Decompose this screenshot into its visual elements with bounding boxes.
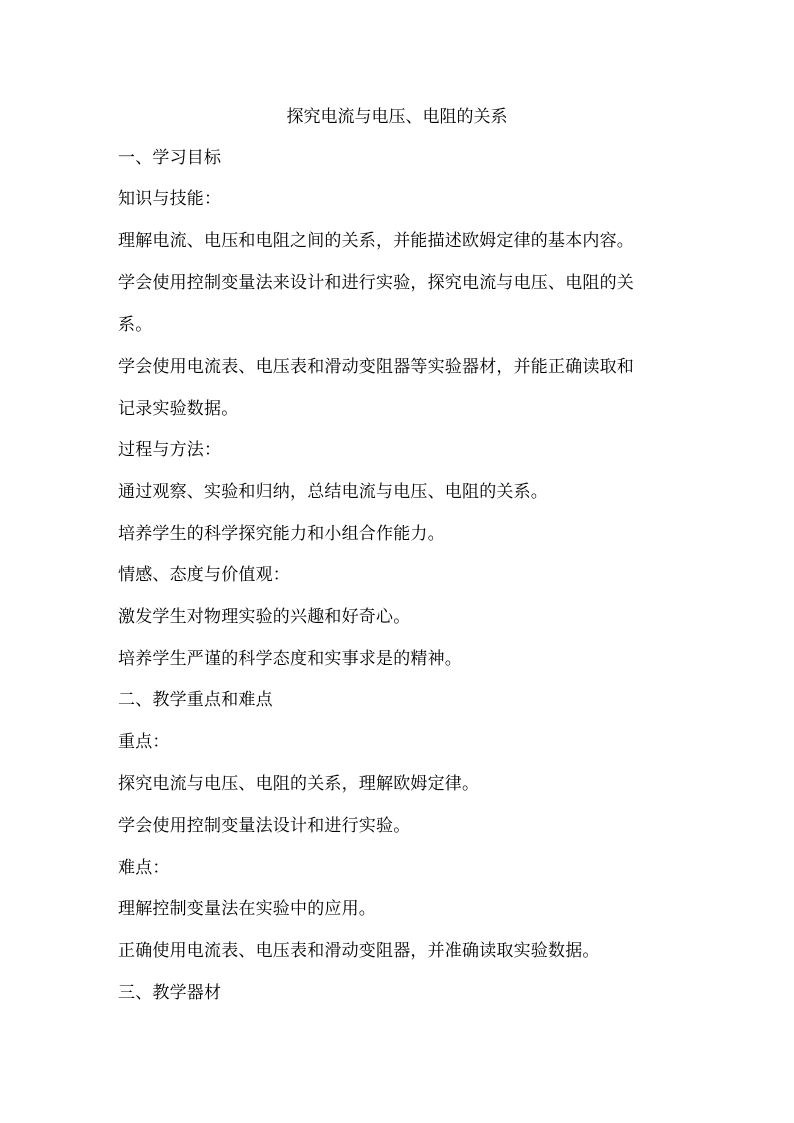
section-heading-learning-goals: 一、学习目标 (118, 148, 222, 168)
document-title: 探究电流与电压、电阻的关系 (286, 107, 508, 127)
paragraph-line: 学会使用控制变量法来设计和进行实验，探究电流与电压、电阻的关 (118, 273, 634, 293)
section-heading-teaching-equipment: 三、教学器材 (118, 983, 222, 1003)
subheading-difficulty: 难点： (118, 858, 170, 878)
paragraph-line: 培养学生严谨的科学态度和实事求是的精神。 (118, 649, 462, 669)
subheading-process-methods: 过程与方法： (118, 440, 222, 460)
paragraph-line: 通过观察、实验和归纳，总结电流与电压、电阻的关系。 (118, 482, 548, 502)
paragraph-line: 理解电流、电压和电阻之间的关系，并能描述欧姆定律的基本内容。 (118, 231, 634, 251)
paragraph-line: 正确使用电流表、电压表和滑动变阻器，并准确读取实验数据。 (118, 941, 600, 961)
paragraph-line: 学会使用电流表、电压表和滑动变阻器等实验器材，并能正确读取和 (118, 357, 634, 377)
paragraph-line: 学会使用控制变量法设计和进行实验。 (118, 816, 411, 836)
subheading-knowledge-skills: 知识与技能： (118, 189, 222, 209)
paragraph-line: 记录实验数据。 (118, 399, 239, 419)
paragraph-line: 探究电流与电压、电阻的关系，理解欧姆定律。 (118, 774, 480, 794)
subheading-key: 重点： (118, 732, 170, 752)
paragraph-line: 理解控制变量法在实验中的应用。 (118, 899, 376, 919)
paragraph-line: 系。 (118, 315, 153, 335)
paragraph-line: 激发学生对物理实验的兴趣和好奇心。 (118, 607, 411, 627)
section-heading-key-points: 二、教学重点和难点 (118, 690, 273, 710)
paragraph-line: 培养学生的科学探究能力和小组合作能力。 (118, 524, 445, 544)
subheading-attitude-values: 情感、态度与价值观： (118, 565, 290, 585)
